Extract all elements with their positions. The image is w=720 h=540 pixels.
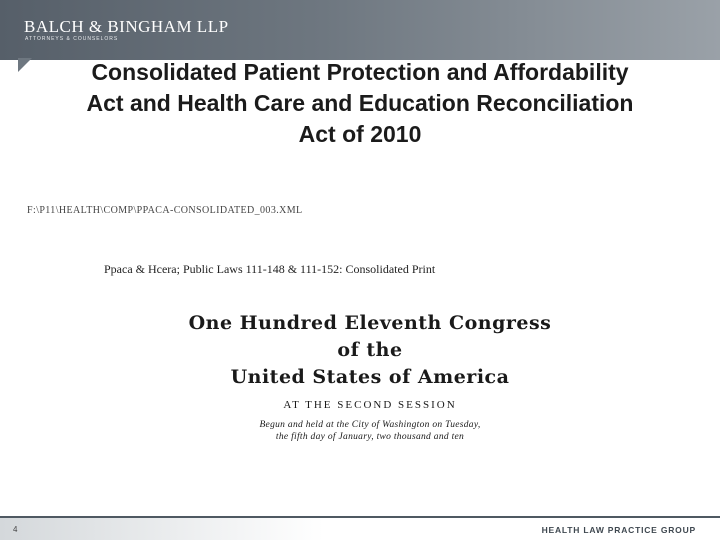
began-line2: the fifth day of January, two thousand and ten <box>275 432 465 442</box>
document-heading: Ppaca & Hcera; Public Laws 111-148 & 111-152: Consolidated Print <box>104 262 436 276</box>
page-number: 4 <box>13 525 18 534</box>
congress-line3: United States of America <box>230 366 510 388</box>
began-line1: Begun and held at the City of Washington on Tuesday, <box>259 420 481 430</box>
congress-line1: One Hundred Eleventh Congress <box>188 312 552 334</box>
document-file-path: F:\P11\HEALTH\COMP\PPACA-CONSOLIDATED_003.XML <box>27 205 303 216</box>
slide-title-line1: Consolidated Patient Protection and Affordability <box>91 59 629 85</box>
session-line: AT THE SECOND SESSION <box>283 399 457 411</box>
header-bar <box>0 0 720 60</box>
congress-header <box>160 310 580 443</box>
slide-title <box>10 57 710 150</box>
firm-logo: BALCH & BINGHAM LLP <box>24 17 229 36</box>
congress-line2: of the <box>337 339 403 361</box>
practice-group-label: HEALTH LAW PRACTICE GROUP <box>541 525 696 535</box>
firm-logo-tagline: ATTORNEYS & COUNSELORS <box>25 36 119 42</box>
slide-title-line2: Act and Health Care and Education Reconciliation <box>86 90 634 116</box>
slide-title-line3: Act of 2010 <box>298 121 422 147</box>
